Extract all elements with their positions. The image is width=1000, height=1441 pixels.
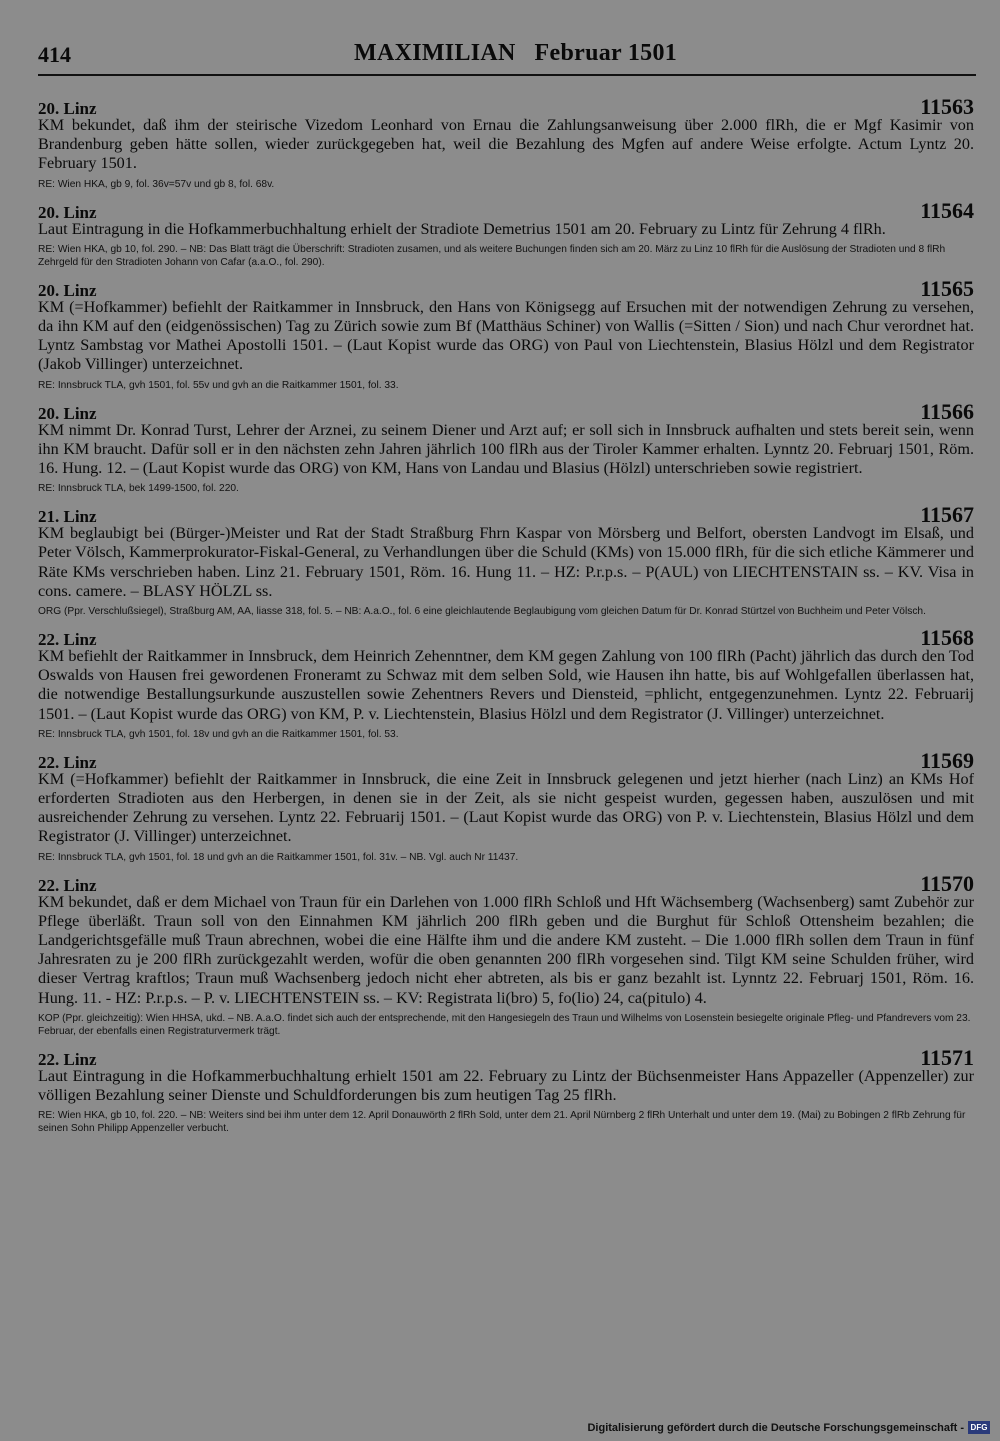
entry-date: 22. Linz	[38, 875, 97, 895]
entry-head	[38, 502, 974, 528]
entry-source-note: RE: Innsbruck TLA, gvh 1501, fol. 18v und gvh an die Raitkammer 1501, fol. 53.	[38, 728, 399, 740]
credit-text: Digitalisierung gefördert durch die Deutsche Forschungsgemeinschaft -	[587, 1421, 964, 1434]
entry-number: 11571	[920, 1044, 974, 1070]
entry-text: KM bekundet, daß er dem Michael von Traun für ein Darlehen von 1.000 flRh Schloß und Hft Wächsemberg (Wachsenberg) samt Zubehör zur Pflege überläßt. Traun soll von den Einnahmen KM jährlich 200 flRh geben und die Burghut für Schloß Ottensheim bezahlen; die Landgerichtsgefälle muß Traun abrechnen, wobei die eine Hälfte ihm und die andere KM zusteht. – Die 1.000 flRh sollen dem Traun in fünf Jahresraten zu je 200 flRh zurückgezahlt werden, wofür die oben genannten 200 flRh vorgesehen sind. Tilgt KM seine Schulden früher, wird dieser Vertrag kraftlos; Traun muß Wachsenberg jedoch nicht eher abtreten, als bis er ganz bezahlt ist. Lynntz 22. Februarj 1501, Röm. 16. Hung. 11. - HZ: P.r.p.s. – P. v. LIECHTENSTEIN ss. – KV: Registrata li(bro) 5, fo(lio) 24, ca(pitulo) 4.	[38, 892, 974, 1007]
entry-date: 22. Linz	[38, 1049, 97, 1069]
regest-entry	[38, 502, 974, 618]
regest-entry	[38, 198, 974, 269]
entry-text: Laut Eintragung in die Hofkammerbuchhaltung erhielt der Stradiote Demetrius 1501 am 20. February zu Lintz für Zehrung 4 flRh.	[38, 219, 886, 238]
entry-head	[38, 625, 974, 651]
regest-entry	[38, 276, 974, 392]
regest-entry	[38, 625, 974, 741]
entry-source-note: RE: Innsbruck TLA, gvh 1501, fol. 55v und gvh an die Raitkammer 1501, fol. 33.	[38, 379, 399, 391]
entry-text: KM bekundet, daß ihm der steirische Vizedom Leonhard von Ernau die Zahlungsanweisung über 2.000 flRh, die er Mgf Kasimir von Brandenburg geben hätte sollen, wieder zurückgegeben hat, weil die Bezahlung des Mgfen auf andere Weise erfolgte. Actum Lyntz 20. February 1501.	[38, 116, 974, 173]
entry-source-note: RE: Innsbruck TLA, bek 1499-1500, fol. 220.	[38, 483, 239, 495]
entry-source-note: ORG (Ppr. Verschlußsiegel), Straßburg AM, AA, liasse 318, fol. 5. – NB: A.a.O., fol. 6 eine gleichlautende Beglaubigung vom gleichen Datum für Dr. Konrad Stürtzel von Buchheim und Peter Völsch.	[38, 606, 926, 618]
entry-text: KM (=Hofkammer) befiehlt der Raitkammer in Innsbruck, den Hans von Königsegg auf Ersuchen mit der notwendigen Zehrung zu versehen, da ihn KM auf den (eidgenössischen) Tag zu Zürich sowie zum Bf (Matthäus Schiner) von Wallis (=Sitten / Sion) und nach Chur verordnet hat. Lyntz Sambstag vor Mathei Apostolli 1501. – (Laut Kopist wurde das ORG) von Paul von Liechtenstein, Blasius Hölzl und dem Registrator (Jakob Villinger) unterzeichnet.	[38, 297, 974, 374]
entry-date: 20. Linz	[38, 202, 97, 222]
regest-entry	[38, 399, 974, 496]
entry-head	[38, 747, 974, 773]
entry-date: 20. Linz	[38, 280, 97, 300]
entry-head	[38, 398, 974, 424]
entry-text: KM nimmt Dr. Konrad Turst, Lehrer der Arznei, zu seinem Diener und Arzt auf; er soll sich in Innsbruck aufhalten und stets bereit sein, wenn ihn KM braucht. Dafür soll er in den nächsten zehn Jahren jährlich 100 flRh aus der Tiroler Kammer erhalten. Lynntz 20. Februarj 1501, Röm. 16. Hung. 12. – (Laut Kopist wurde das ORG) von KM, Hans von Landau und Blasius (Hölzl) unterschrieben sowie registriert.	[38, 420, 974, 478]
entry-head	[38, 197, 974, 223]
entry-number: 11564	[920, 197, 974, 223]
entry-head	[38, 1044, 974, 1070]
entry-number: 11569	[920, 747, 974, 773]
entry-number: 11565	[920, 275, 974, 301]
entry-date: 20. Linz	[38, 403, 97, 423]
running-title: MAXIMILIAN Februar 1501	[354, 40, 678, 66]
entry-number: 11563	[920, 94, 974, 119]
entry-date: 20. Linz	[38, 99, 97, 118]
entry-head	[38, 94, 974, 119]
entry-text: Laut Eintragung in die Hofkammerbuchhaltung erhielt 1501 am 22. February zu Lintz der Büchsenmeister Hans Appazeller (Appenzeller) zur völligen Bezahlung seiner Dienste und Schuldforderungen bis zum heutigen Tag 25 flRh.	[38, 1066, 974, 1105]
header-rule	[38, 74, 976, 76]
entry-number: 11566	[920, 398, 974, 424]
digitization-credit	[587, 1421, 990, 1434]
regesta-list	[38, 94, 974, 1142]
entry-source-note: RE: Wien HKA, gb 10, fol. 290. – NB: Das Blatt trägt die Überschrift: Stradioten zusamen, und als weitere Buchungen finden sich am 20. März zu Linz 10 flRh für die Auslösung der Stradioten und 8 flRh Zehrgeld für den Stradioten Johann von Cafar (a.a.O., fol. 290).	[38, 243, 946, 268]
entry-source-note: RE: Wien HKA, gb 10, fol. 220. – NB: Weiters sind bei ihm unter dem 12. April Donauwörth 2 flRh Sold, unter dem 21. April Nürnberg 2 flRh Unterhalt und unter dem 19. (Mai) zu Bobingen 2 flRb Zehrung für seinen Sohn Philipp Appenzeller verbucht.	[38, 1110, 966, 1135]
entry-number: 11570	[920, 870, 974, 896]
page-number: 414	[38, 42, 71, 67]
entry-number: 11568	[920, 625, 974, 651]
entry-text: KM beglaubigt bei (Bürger-)Meister und Rat der Stadt Straßburg Fhrn Kaspar von Mörsberg und Belfort, obersten Landvogt im Elsaß, und Peter Völsch, Kammerprokurator-Fiskal-General, zu Verhandlungen über die Schuld (KMs) von 15.000 flRh, für die sich etliche Kämmerer und Räte KMs verschrieben haben. Linz 21. February 1501, Röm. 16. Hung 11. – HZ: P.r.p.s. – P(AUL) von LIECHTENSTAIN ss. – KV. Visa in cons. camere. – BLASY HÖLZL ss.	[38, 524, 974, 600]
entry-date: 21. Linz	[38, 507, 97, 527]
entry-head	[38, 275, 974, 301]
page-header	[38, 38, 976, 78]
entry-text: KM (=Hofkammer) befiehlt der Raitkammer in Innsbruck, die eine Zeit in Innsbruck gelegenen und jetzt hierher (nach Linz) an KMs Hof erforderten Stradioten aus den Herbergen, in denen sie in der Zeit, als sie nicht gespeist wurden, gegessen haben, auszulösen und mit ausreichender Zehrung zu versehen. Lyntz 22. Februarij 1501. – (Laut Kopist wurde das ORG) von P. v. Liechtenstein, Blasius Hölzl und dem Registrator (J. Villinger) unterzeichnet.	[38, 769, 974, 846]
entry-source-note: RE: Innsbruck TLA, gvh 1501, fol. 18 und gvh an die Raitkammer 1501, fol. 31v. – NB. Vgl. auch Nr 11437.	[38, 851, 519, 863]
entry-date: 22. Linz	[38, 752, 97, 772]
entry-source-note: RE: Wien HKA, gb 9, fol. 36v=57v und gb 8, fol. 68v.	[38, 178, 275, 190]
regest-entry	[38, 748, 974, 864]
dfg-logo: DFG	[968, 1421, 990, 1434]
entry-head	[38, 870, 974, 896]
entry-text: KM befiehlt der Raitkammer in Innsbruck, dem Heinrich Zehenntner, dem KM gegen Zahlung von 100 flRh (Pacht) jährlich das durch den Tod Oswalds von Hausen frei gewordenen Froneramt zu Schwaz mit dem selben Sold, wie Hausen ihn hatte, bis auf Wohlgefallen überlassen hat, die notwendige Bestallungsurkunde auszustellen sowie Zehentners Revers und Diensteid, =phlicht, entgegenzunehmen. Lyntz 22. Februarij 1501. – (Laut Kopist wurde das ORG) von KM, P. v. Liechtenstein, Blasius Hölzl und dem Registrator (J. Villinger) unterzeichnet.	[38, 647, 974, 723]
regest-entry	[38, 871, 974, 1038]
entry-number: 11567	[920, 502, 974, 528]
entry-date: 22. Linz	[38, 630, 97, 650]
regest-entry	[38, 1045, 974, 1135]
entry-source-note: KOP (Ppr. gleichzeitig): Wien HHSA, ukd. – NB. A.a.O. findet sich auch der entsprechende, mit den Hangesiegeln des Traun und Wilhelms von Losenstein besiegelte originale Pfleg- und Pfandrevers vom 23. Februar, der ebenfalls einen Registraturvermerk trägt.	[38, 1012, 971, 1037]
regest-entry	[38, 94, 974, 191]
